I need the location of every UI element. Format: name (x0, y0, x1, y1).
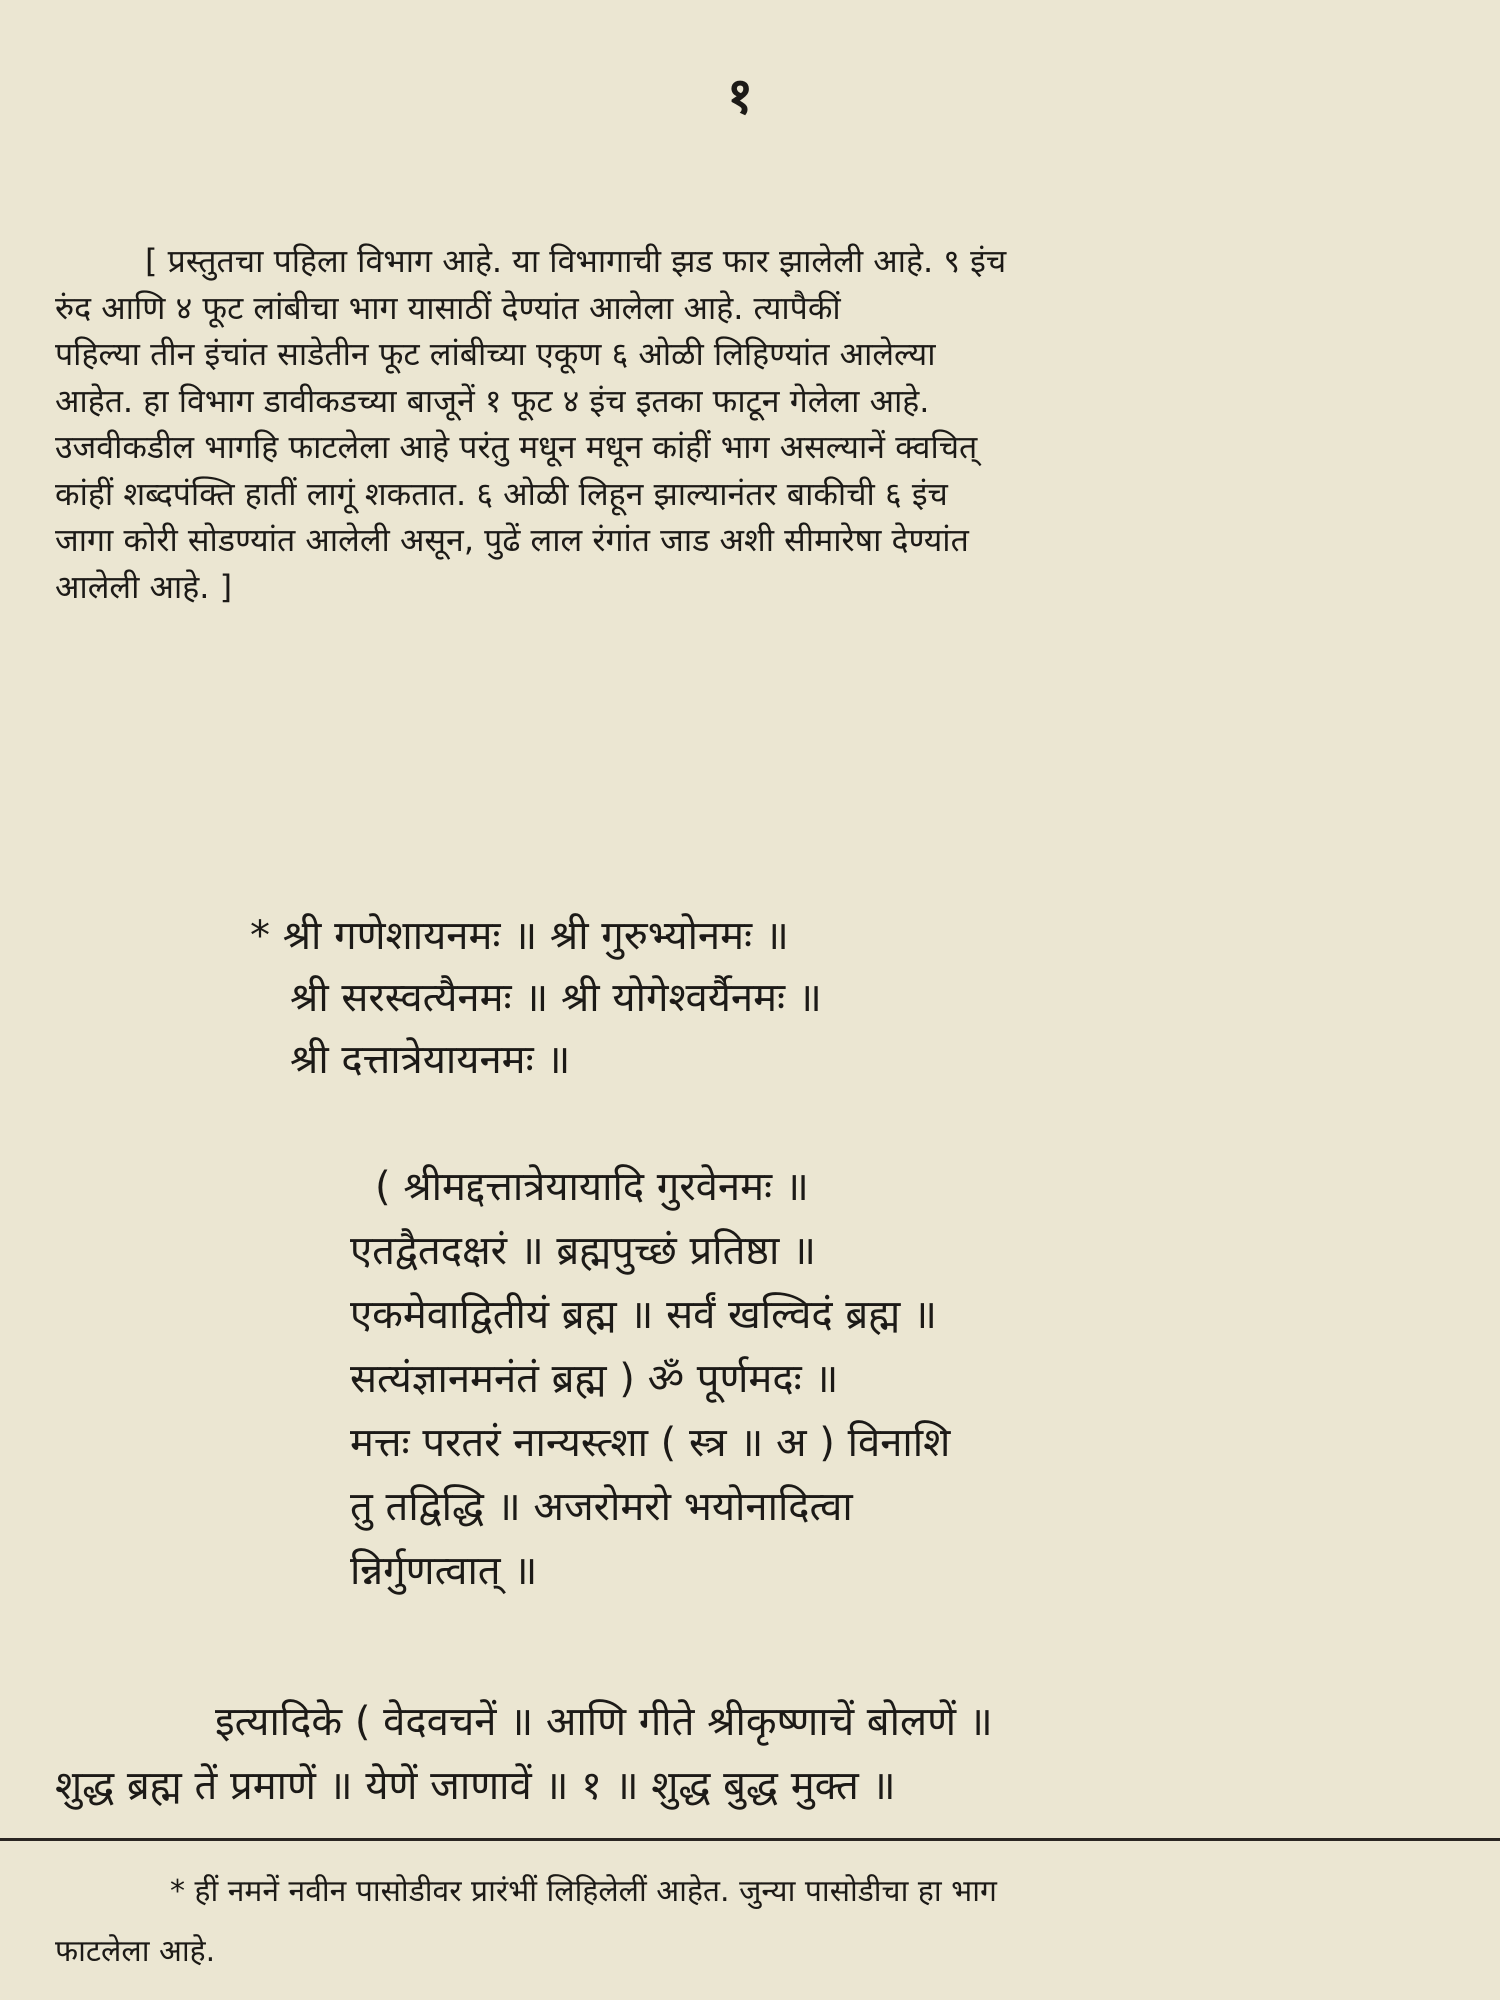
note-line: पहिल्या तीन इंचांत साडेतीन फूट लांबीच्या एकूण ६ ओळी लिहिण्यांत आलेल्या (55, 335, 936, 373)
invocation-line: श्री सरस्वत्यैनमः ॥ श्री योगेश्वर्यैनमः ॥ (290, 975, 822, 1021)
editorial-note (55, 238, 1450, 610)
verse-block (350, 1155, 1350, 1603)
invocation-line: * श्री गणेशायनमः ॥ श्री गुरुभ्योनमः ॥ (250, 913, 789, 959)
verse-line: न्निर्गुणत्वात् ॥ (350, 1548, 538, 1594)
invocation-block (250, 905, 1290, 1091)
note-line: आहेत. हा विभाग डावीकडच्या बाजूनें १ फूट ४ इंच इतका फाटून गेलेला आहे. (55, 381, 930, 420)
closing-line: शुद्ध ब्रह्म तें प्रमाणें ॥ येणें जाणावें ॥ १ ॥ शुद्ध बुद्ध मुक्त ॥ (55, 1763, 896, 1809)
verse-line: मत्तः परतरं नान्यस्त्शा ( स्त्र ॥ अ ) विनाशि (350, 1420, 951, 1466)
verse-line: एतद्वैतदक्षरं ॥ ब्रह्मपुच्छं प्रतिष्ठा ॥ (350, 1228, 816, 1274)
closing-text (55, 1690, 1455, 1818)
note-line: कांहीं शब्दपंक्ति हातीं लागूं शकतात. ६ ओळी लिहून झाल्यानंतर बाकीची ६ इंच (55, 474, 948, 513)
footnote (55, 1862, 1455, 1982)
page-number: १ (727, 67, 753, 125)
invocation-line: श्री दत्तात्रेयायनमः ॥ (290, 1037, 571, 1083)
footnote-line: फाटलेला आहे. (55, 1934, 216, 1969)
verse-line: तु तद्विद्धि ॥ अजरोमरो भयोनादित्वा (350, 1484, 853, 1530)
note-line: [ प्रस्तुतचा पहिला विभाग आहे. या विभागाची झड फार झालेली आहे. ९ इंच (145, 242, 1007, 280)
note-line: जागा कोरी सोडण्यांत आलेली असून, पुढें लाल रंगांत जाड अशी सीमारेषा देण्यांत (55, 521, 969, 559)
note-line: उजवीकडील भागहि फाटलेला आहे परंतु मधून मधून कांहीं भाग असल्यानें क्वचित् (55, 428, 978, 466)
note-line: रुंद आणि ४ फूट लांबीचा भाग यासाठीं देण्यांत आलेला आहे. त्यापैकीं (55, 288, 841, 327)
verse-line: सत्यंज्ञानमनंतं ब्रह्म ) ॐ पूर्णमदः ॥ (350, 1356, 839, 1402)
verse-line: एकमेवाद्वितीयं ब्रह्म ॥ सर्वं खल्विदं ब्रह्म ॥ (350, 1292, 937, 1338)
note-line: आलेली आहे. ] (55, 567, 233, 606)
footnote-divider (0, 1838, 1500, 1841)
verse-line: ( श्रीमद्दत्तात्रेयायादि गुरवेनमः ॥ (375, 1164, 809, 1210)
footnote-line: * हीं नमनें नवीन पासोडीवर प्रारंभीं लिहिलेलीं आहेत. जुन्या पासोडीचा हा भाग (170, 1874, 997, 1909)
closing-line: इत्यादिके ( वेदवचनें ॥ आणि गीते श्रीकृष्णाचें बोलणें ॥ (215, 1699, 993, 1745)
